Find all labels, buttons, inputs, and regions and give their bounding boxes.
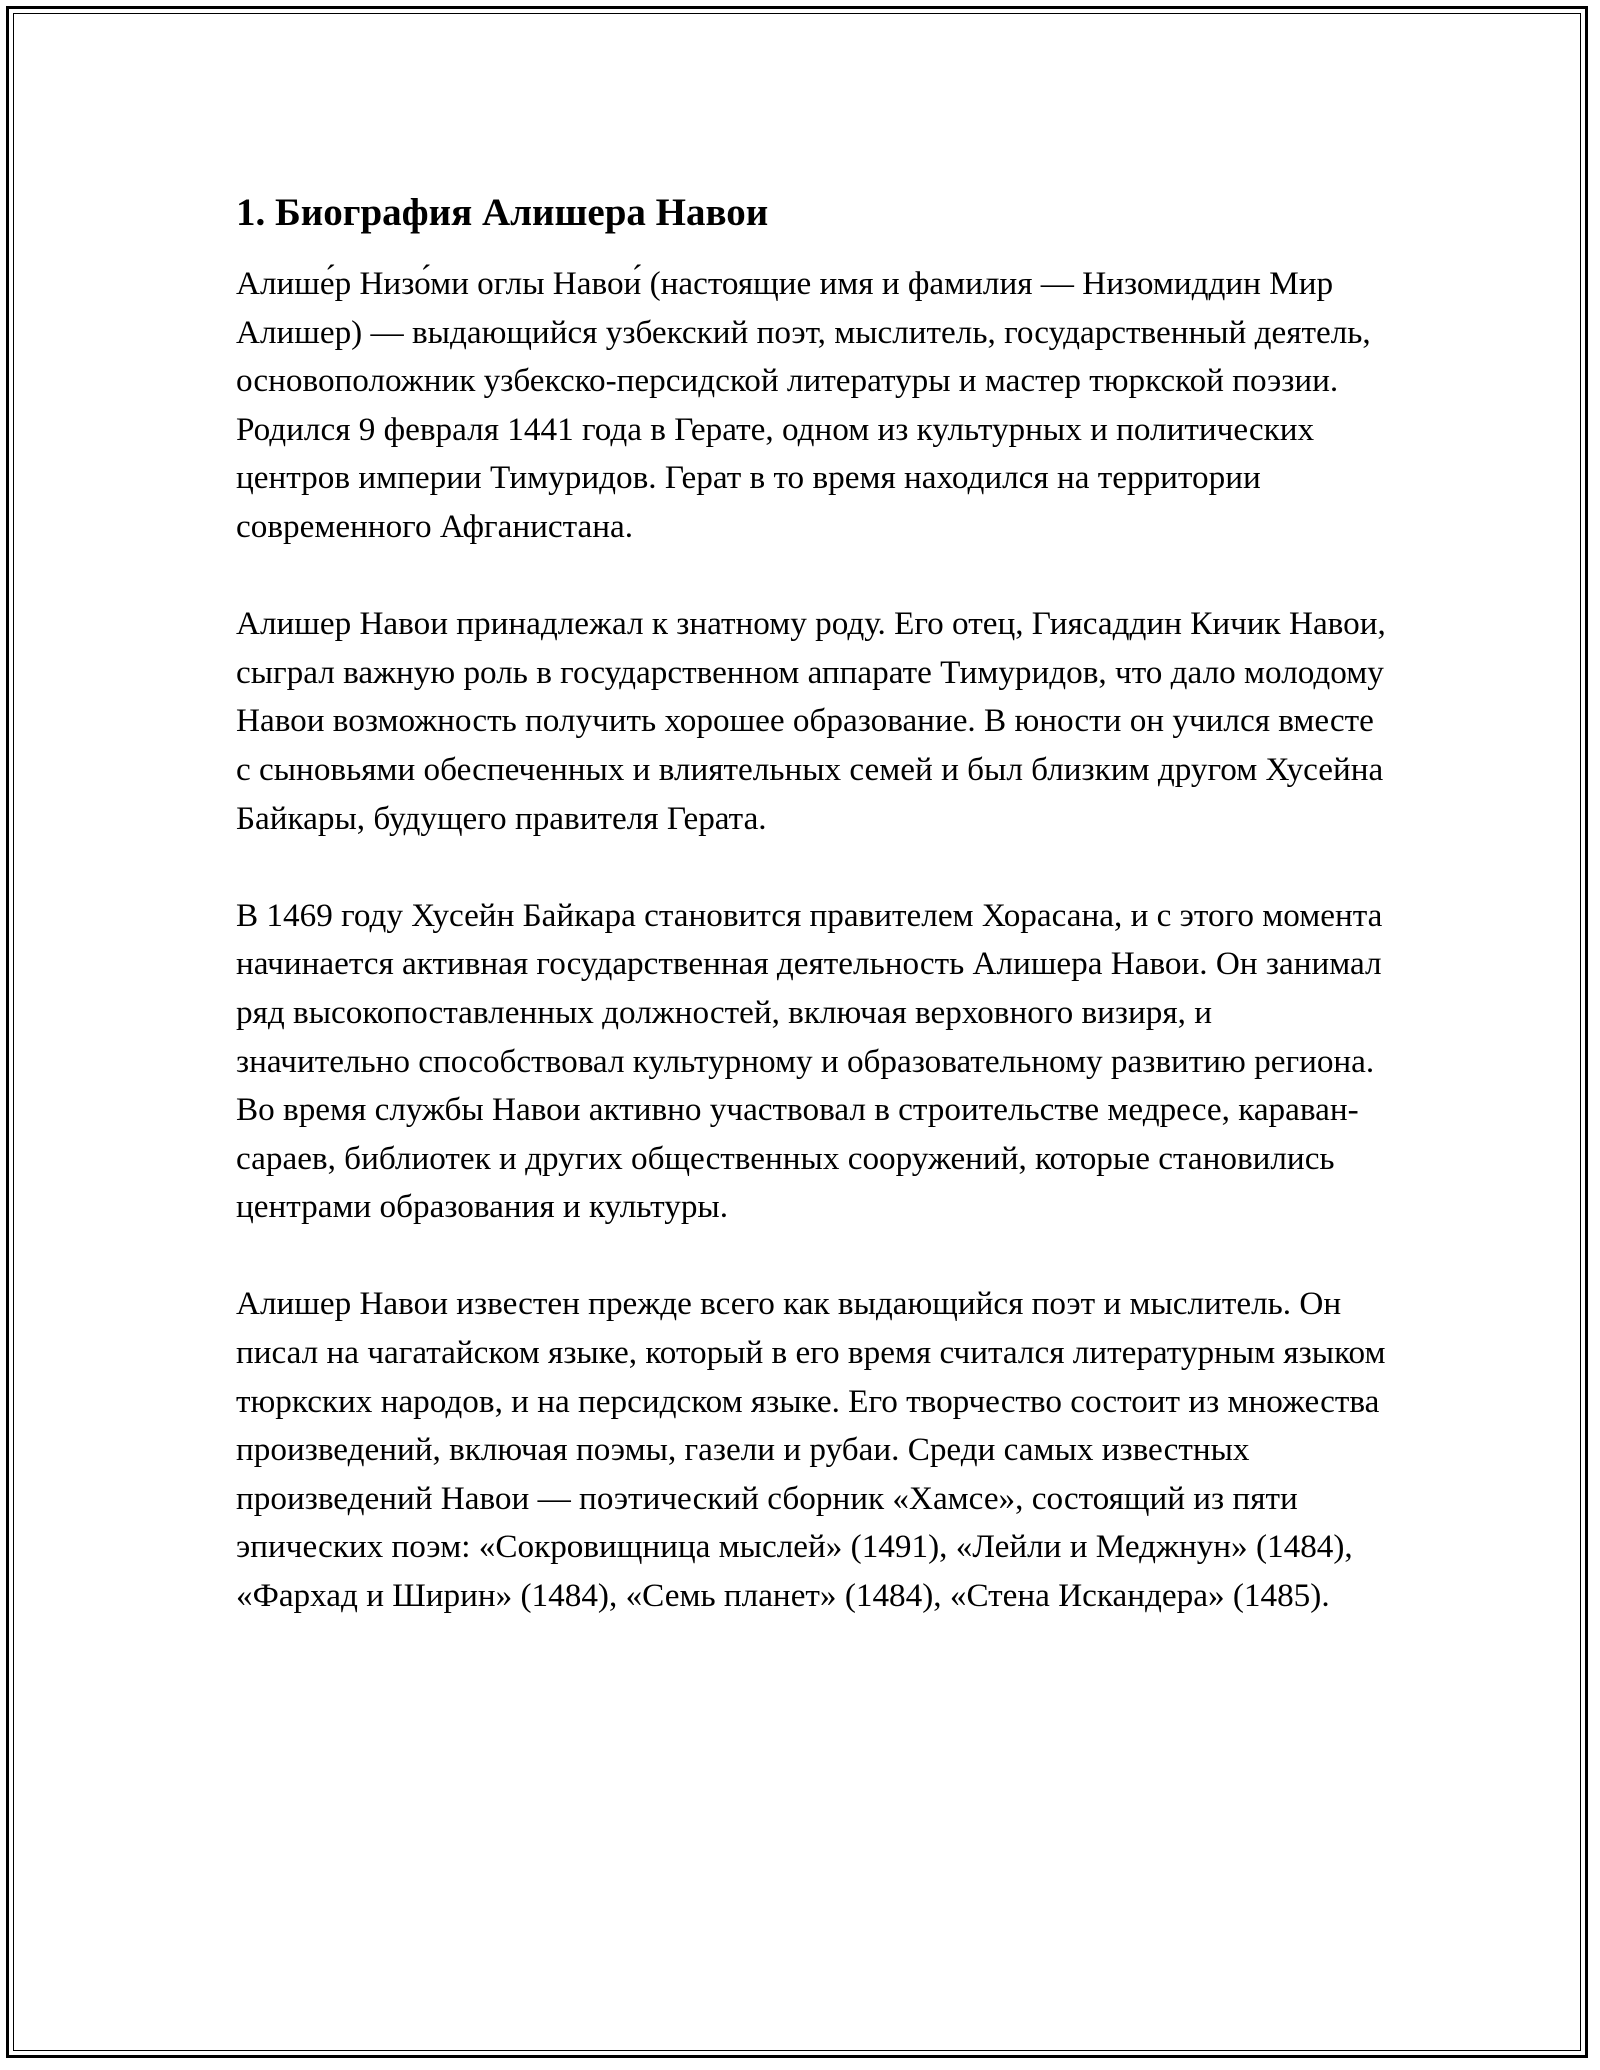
paragraph-2: Алишер Навои принадлежал к знатному роду. Его отец, Гиясаддин Кичик Навои, сыграл важную роль в государственном аппарате Тимуридов, что дало молодому Навои возможность получить хорошее образование. В юности он учился вместе с сыновьями обеспеченных и влиятельных семей и был близким другом Хусейна Байкары, будущего правителя Герата.	[236, 605, 1386, 837]
section-heading: 1. Биография Алишера Навои	[236, 191, 769, 234]
paragraph-4: Алишер Навои известен прежде всего как выдающийся поэт и мыслитель. Он писал на чагатайском языке, который в его время считался литературным языком тюркских народов, и на персидском языке. Его творчество состоит из множества произведений, включая поэмы, газели и рубаи. Среди самых известных произведений Навои — поэтический сборник «Хамсе», состоящий из пяти эпических поэм: «Сокровищница мыслей» (1491), «Лейли и Меджнун» (1484), «Фархад и Ширин» (1484), «Семь планет» (1484), «Стена Искандера» (1485).	[236, 1285, 1386, 1615]
paragraph-1: Алише́р Низо́ми оглы Навои́ (настоящие имя и фамилия — Низомиддин Мир Алишер) — выдающийся узбекский поэт, мыслитель, государственный деятель, основоположник узбекско-персидской литературы и мастер тюркской поэзии. Родился 9 февраля 1441 года в Герате, одном из культурных и политических центров империи Тимуридов. Герат в то время находился на территории современного Афганистана.	[236, 265, 1371, 545]
paragraph-3: В 1469 году Хусейн Байкара становится правителем Хорасана, и с этого момента начинается активная государственная деятельность Алишера Навои. Он занимал ряд высокопоставленных должностей, включая верховного визиря, и значительно способствовал культурному и образовательному развитию региона. Во время службы Навои активно участвовал в строительстве медресе, караван-сараев, библиотек и других общественных сооружений, которые становились центрами образования и культуры.	[236, 896, 1383, 1226]
document-body	[236, 186, 1386, 1669]
